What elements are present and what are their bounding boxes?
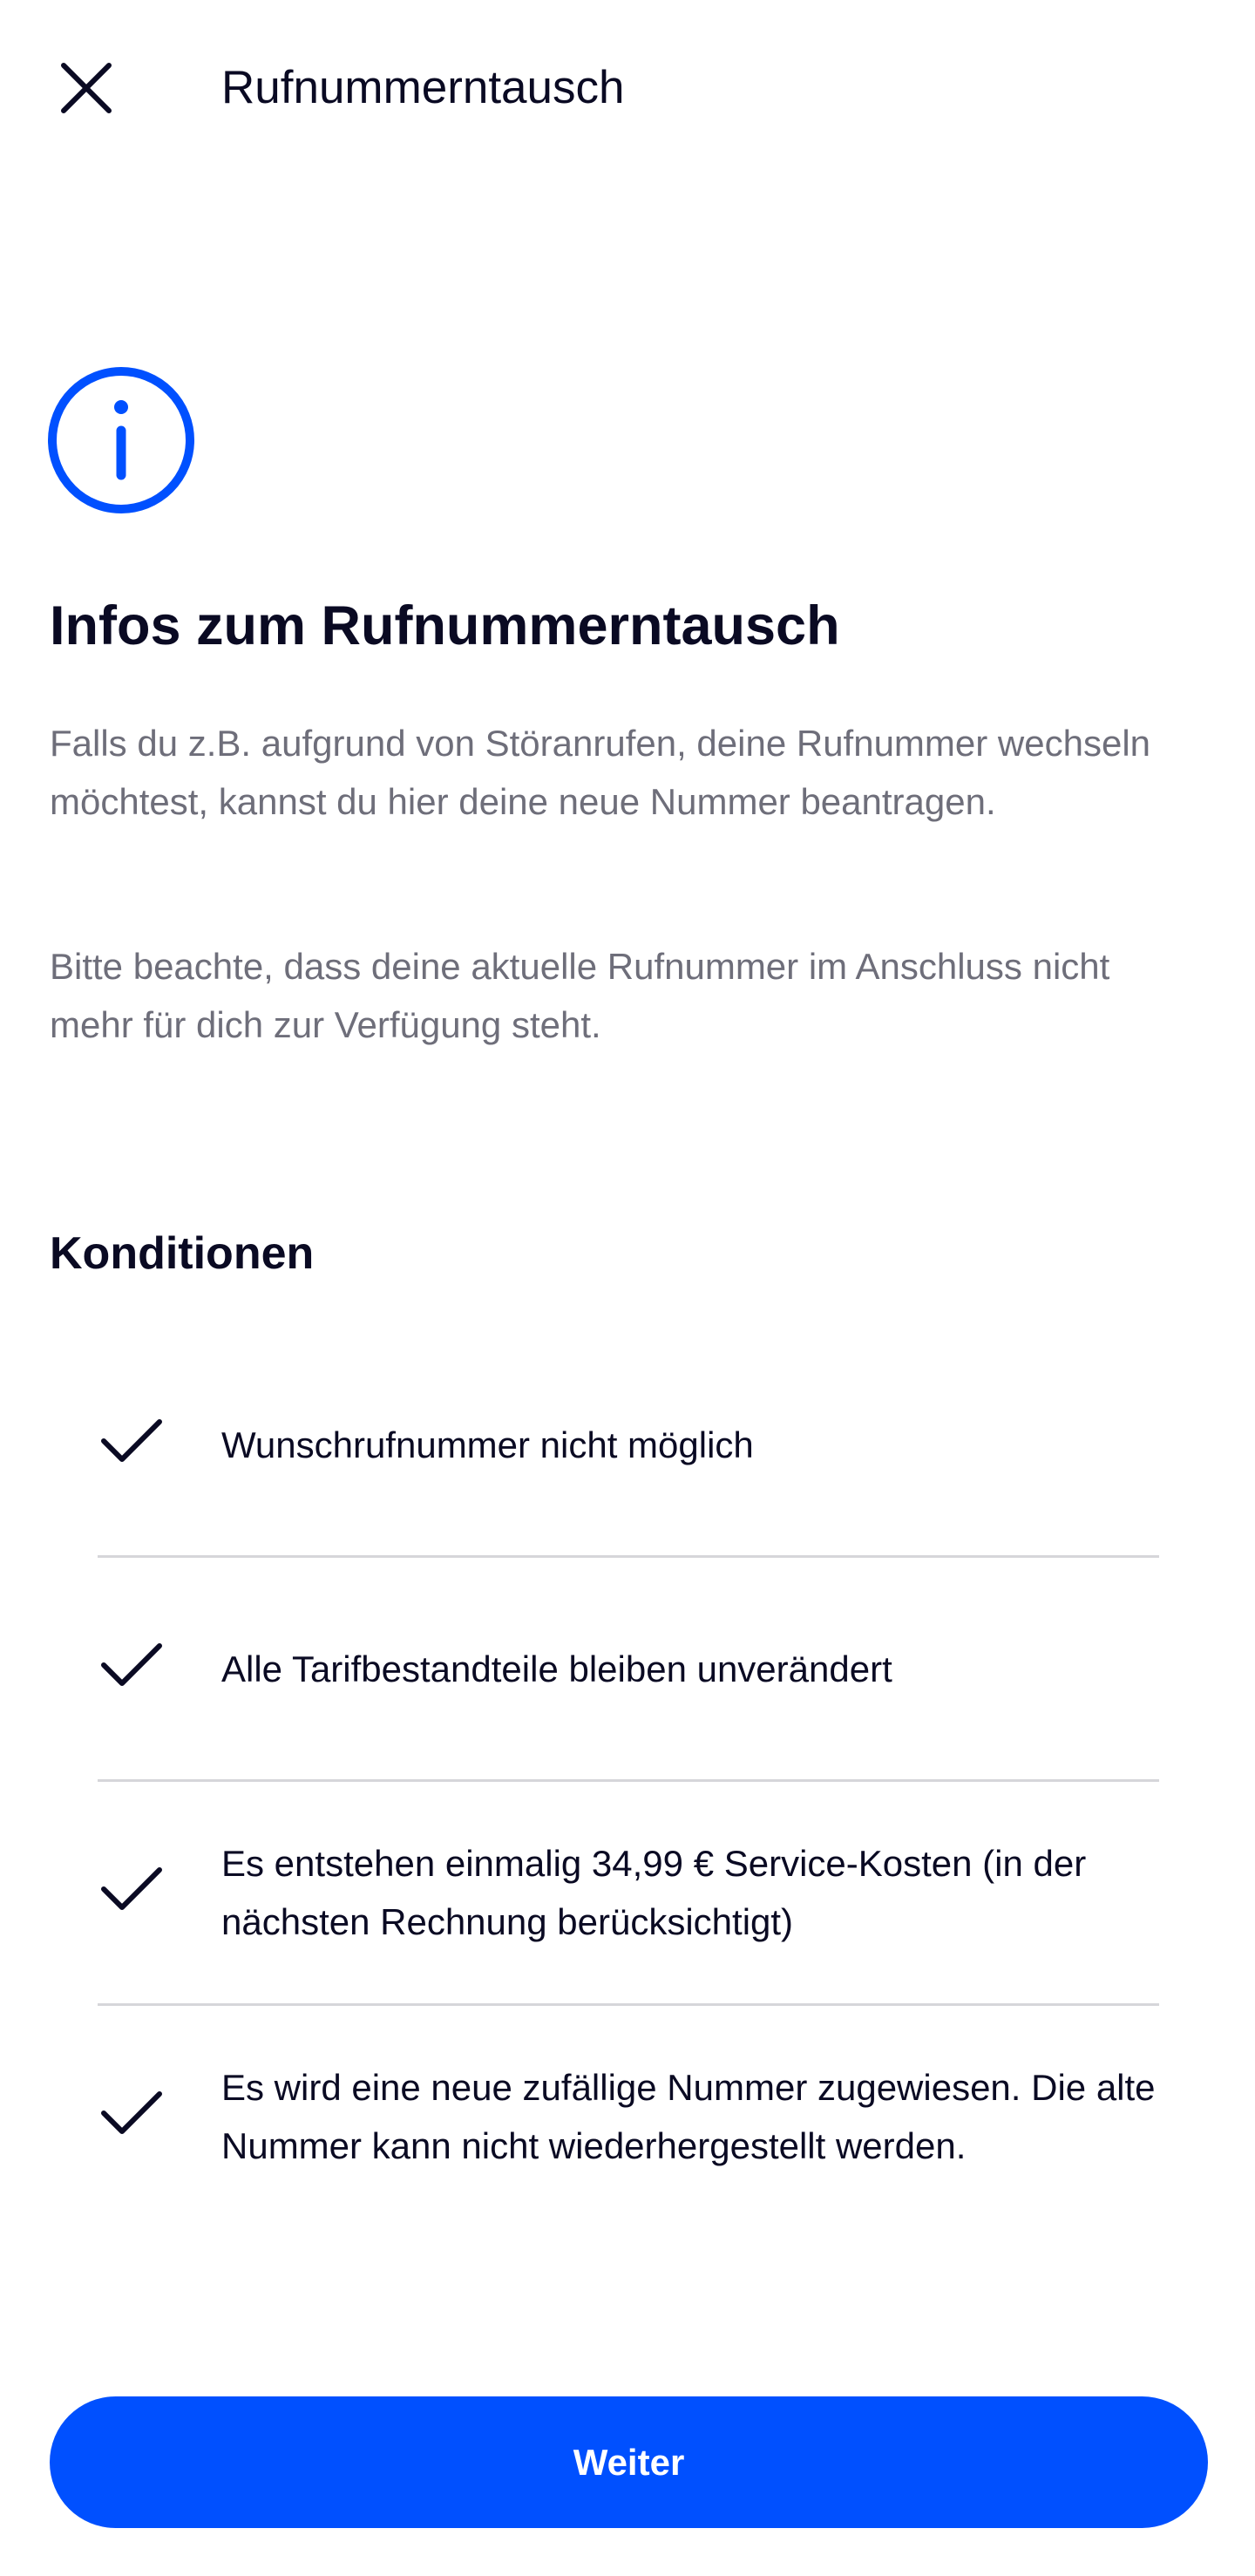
condition-item	[98, 2003, 1159, 2227]
info-icon	[47, 366, 195, 514]
condition-item	[98, 1555, 1159, 1779]
condition-item	[98, 1779, 1159, 2003]
checkmark-icon	[99, 1639, 164, 1691]
condition-text: Alle Tarifbestandteile bleiben unverändert	[221, 1648, 892, 1689]
close-icon	[58, 60, 114, 116]
conditions-title: Konditionen	[50, 1228, 315, 1279]
condition-text: Es wird eine neue zufällige Nummer zugewiesen. Die alte Nummer kann nicht wiederhergestellt werden.	[221, 2067, 1156, 2166]
info-paragraph: Bitte beachte, dass deine aktuelle Rufnummer im Anschluss nicht mehr für dich zur Verfügung steht.	[50, 946, 1110, 1045]
condition-text: Wunschrufnummer nicht möglich	[221, 1424, 754, 1465]
close-button[interactable]	[50, 51, 123, 125]
condition-text: Es entstehen einmalig 34,99 € Service-Kosten (in der nächsten Rechnung berücksichtigt)	[221, 1843, 1087, 1942]
checkmark-icon	[99, 1863, 164, 1915]
info-paragraph: Falls du z.B. aufgrund von Störanrufen, deine Rufnummer wechseln möchtest, kannst du hier deine neue Nummer beantragen.	[50, 723, 1151, 822]
checkmark-icon	[99, 2087, 164, 2139]
top-bar	[0, 0, 1255, 179]
conditions-list	[98, 1334, 1159, 2227]
page-header-title: Rufnummerntausch	[221, 62, 625, 113]
continue-button[interactable]: Weiter	[50, 2396, 1208, 2528]
condition-item	[98, 1334, 1159, 1555]
checkmark-icon	[99, 1415, 164, 1467]
info-title: Infos zum Rufnummerntausch	[50, 595, 840, 656]
